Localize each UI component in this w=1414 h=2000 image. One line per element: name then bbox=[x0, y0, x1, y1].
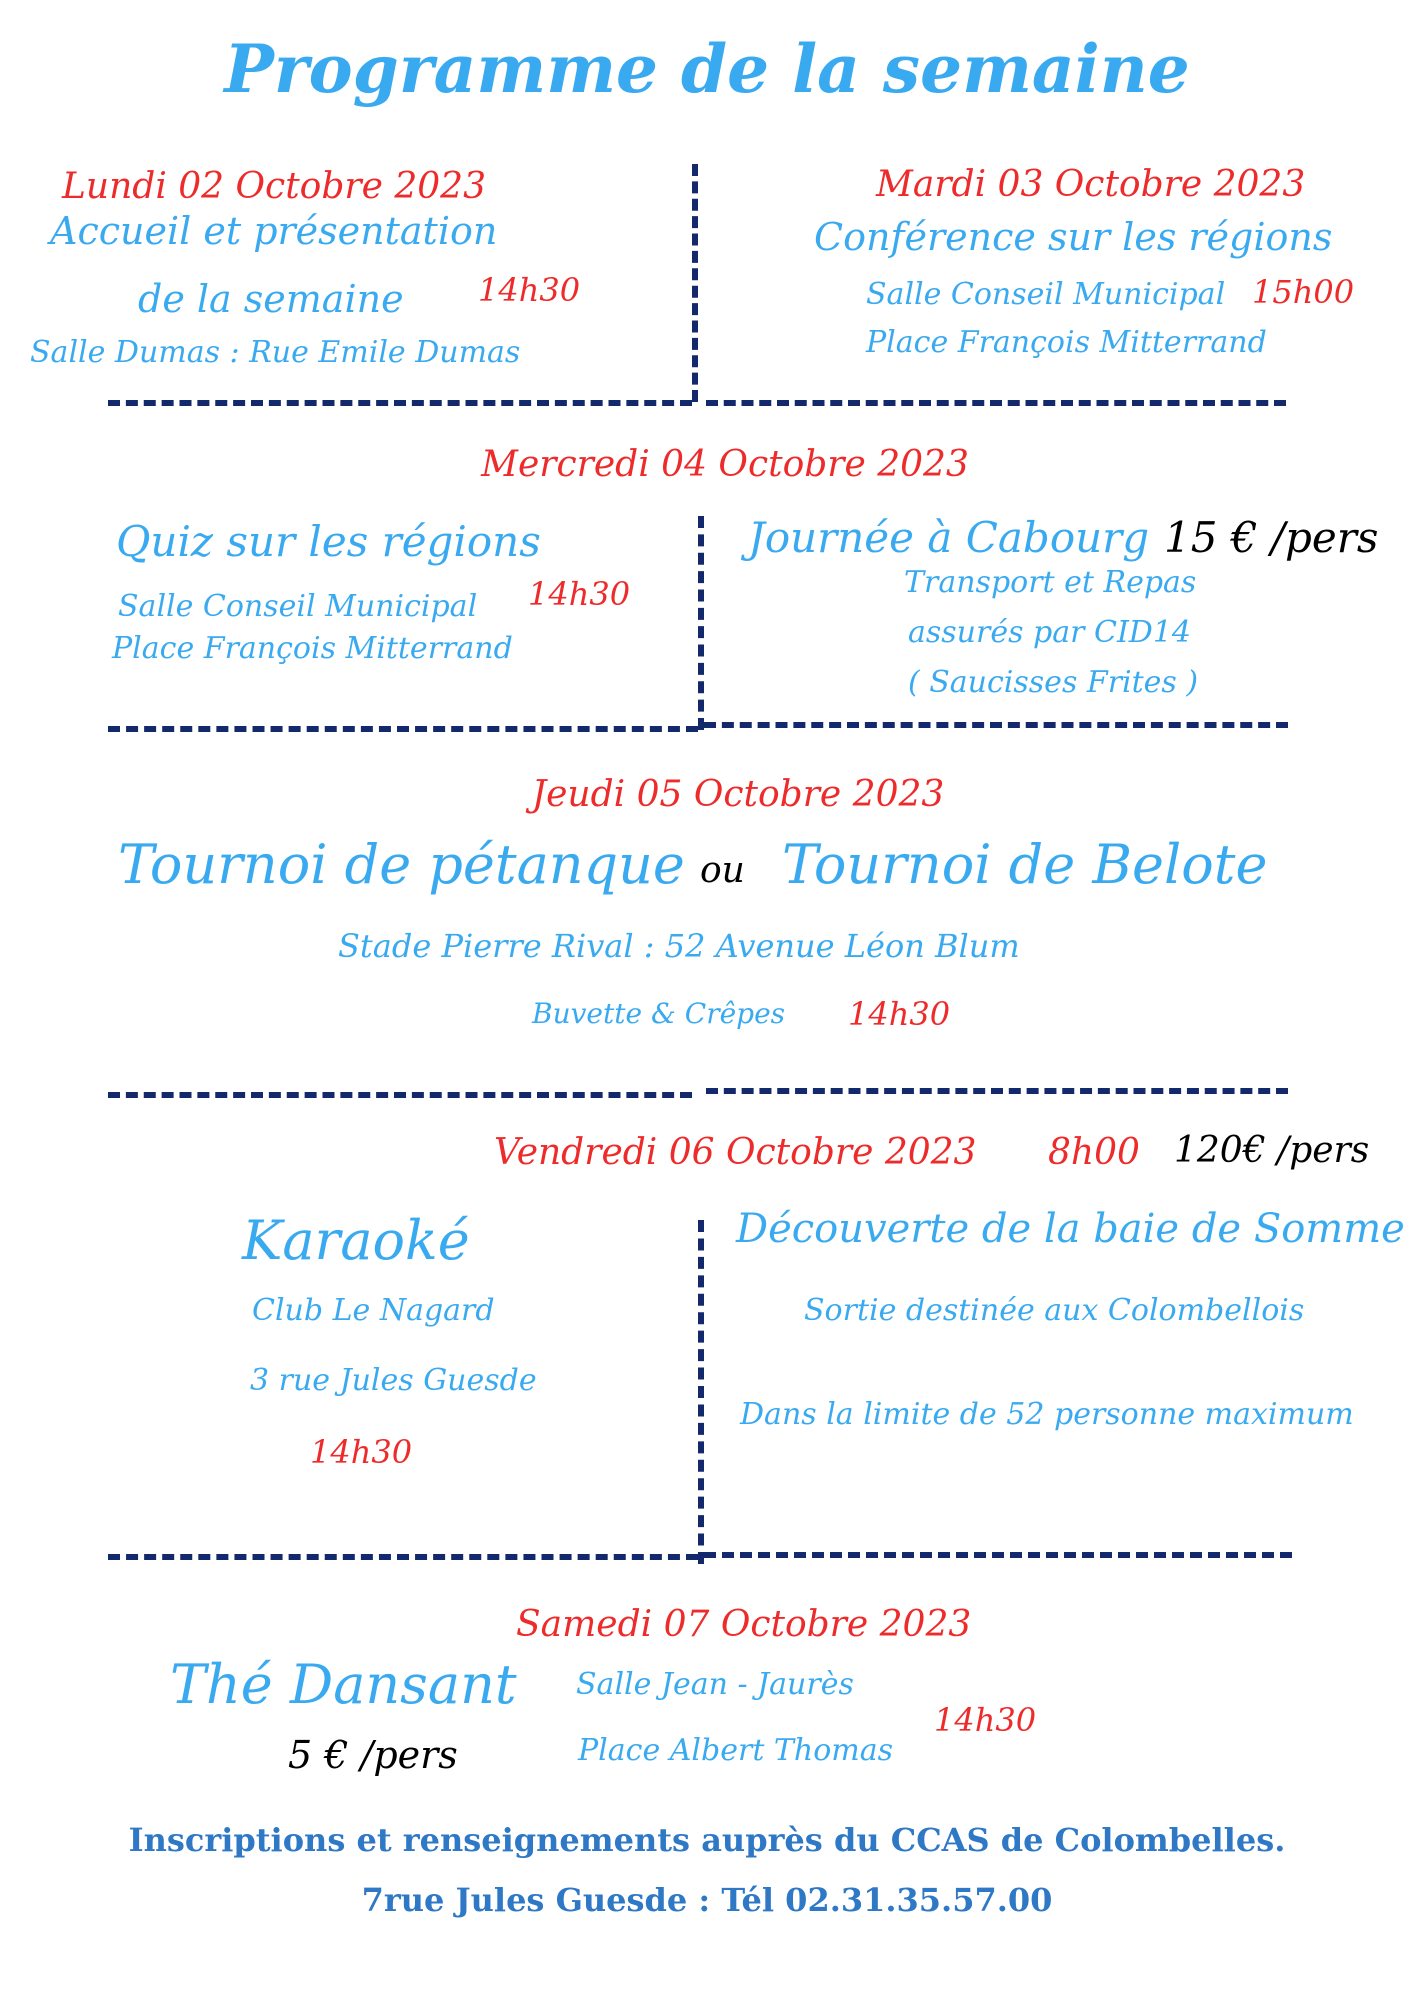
wednesday-date: Mercredi 04 Octobre 2023 bbox=[481, 444, 969, 485]
divider-horizontal-4b bbox=[704, 1552, 1292, 1558]
monday-activity-line2: de la semaine bbox=[138, 277, 404, 321]
thursday-activity-1: Tournoi de pétanque bbox=[118, 833, 685, 896]
saturday-price: 5 € /pers bbox=[288, 1733, 458, 1777]
divider-horizontal-3b bbox=[706, 1088, 1288, 1094]
wednesday-trip-detail-line1: Transport et Repas bbox=[904, 565, 1197, 600]
divider-vertical-1 bbox=[692, 164, 698, 402]
saturday-place-line1: Salle Jean - Jaurès bbox=[576, 1667, 854, 1702]
page-title: Programme de la semaine bbox=[224, 30, 1190, 108]
divider-horizontal-2a bbox=[108, 726, 698, 732]
friday-trip-activity: Découverte de la baie de Somme bbox=[736, 1206, 1405, 1252]
friday-karaoke-place-line1: Club Le Nagard bbox=[252, 1293, 495, 1328]
friday-trip-time: 8h00 bbox=[1048, 1132, 1140, 1173]
friday-trip-detail-line2: Dans la limite de 52 personne maximum bbox=[740, 1397, 1354, 1432]
friday-trip-detail-line1: Sortie destinée aux Colombellois bbox=[804, 1293, 1305, 1328]
saturday-activity: Thé Dansant bbox=[170, 1653, 517, 1716]
divider-horizontal-2b bbox=[704, 722, 1288, 728]
wednesday-trip-detail-line3: ( Saucisses Frites ) bbox=[908, 665, 1199, 700]
thursday-activity-2: Tournoi de Belote bbox=[782, 833, 1268, 896]
divider-horizontal-4a bbox=[108, 1554, 698, 1560]
monday-activity-line1: Accueil et présentation bbox=[50, 209, 498, 253]
friday-karaoke-time: 14h30 bbox=[310, 1433, 413, 1471]
tuesday-date: Mardi 03 Octobre 2023 bbox=[876, 164, 1306, 205]
friday-karaoke-place-line2: 3 rue Jules Guesde bbox=[250, 1363, 537, 1398]
thursday-place: Stade Pierre Rival : 52 Avenue Léon Blum bbox=[338, 927, 1020, 965]
divider-vertical-2 bbox=[698, 516, 704, 730]
divider-horizontal-3a bbox=[108, 1092, 692, 1098]
monday-place: Salle Dumas : Rue Emile Dumas bbox=[30, 335, 521, 370]
monday-date: Lundi 02 Octobre 2023 bbox=[62, 166, 486, 207]
tuesday-activity: Conférence sur les régions bbox=[814, 215, 1333, 259]
tuesday-place-line2: Place François Mitterrand bbox=[866, 325, 1267, 360]
divider-horizontal-1a bbox=[108, 400, 692, 406]
thursday-date: Jeudi 05 Octobre 2023 bbox=[531, 774, 945, 815]
tuesday-place-line1: Salle Conseil Municipal bbox=[866, 277, 1226, 312]
saturday-place-line2: Place Albert Thomas bbox=[578, 1733, 894, 1768]
divider-vertical-4 bbox=[698, 1220, 704, 1564]
wednesday-trip-activity: Journée à Cabourg bbox=[748, 513, 1150, 562]
tuesday-time: 15h00 bbox=[1252, 273, 1355, 311]
wednesday-quiz-activity: Quiz sur les régions bbox=[116, 517, 541, 566]
thursday-or: ou bbox=[700, 850, 745, 891]
footer-registration: Inscriptions et renseignements auprès du CCAS de Colombelles. bbox=[128, 1821, 1286, 1859]
footer-contact: 7rue Jules Guesde : Tél 02.31.35.57.00 bbox=[361, 1881, 1053, 1919]
thursday-time: 14h30 bbox=[848, 995, 951, 1033]
wednesday-quiz-place-line2: Place François Mitterrand bbox=[112, 631, 513, 666]
friday-karaoke-activity: Karaoké bbox=[242, 1209, 470, 1272]
saturday-time: 14h30 bbox=[934, 1701, 1037, 1739]
wednesday-quiz-place-line1: Salle Conseil Municipal bbox=[118, 589, 478, 624]
saturday-date: Samedi 07 Octobre 2023 bbox=[516, 1604, 972, 1645]
wednesday-trip-price: 15 € /pers bbox=[1164, 513, 1379, 562]
thursday-extra: Buvette & Crêpes bbox=[532, 997, 786, 1030]
friday-date: Vendredi 06 Octobre 2023 bbox=[494, 1132, 977, 1173]
friday-trip-price: 120€ /pers bbox=[1174, 1130, 1370, 1171]
wednesday-trip-detail-line2: assurés par CID14 bbox=[908, 615, 1192, 650]
wednesday-quiz-time: 14h30 bbox=[528, 575, 631, 613]
monday-time: 14h30 bbox=[478, 271, 581, 309]
divider-horizontal-1b bbox=[706, 400, 1286, 406]
